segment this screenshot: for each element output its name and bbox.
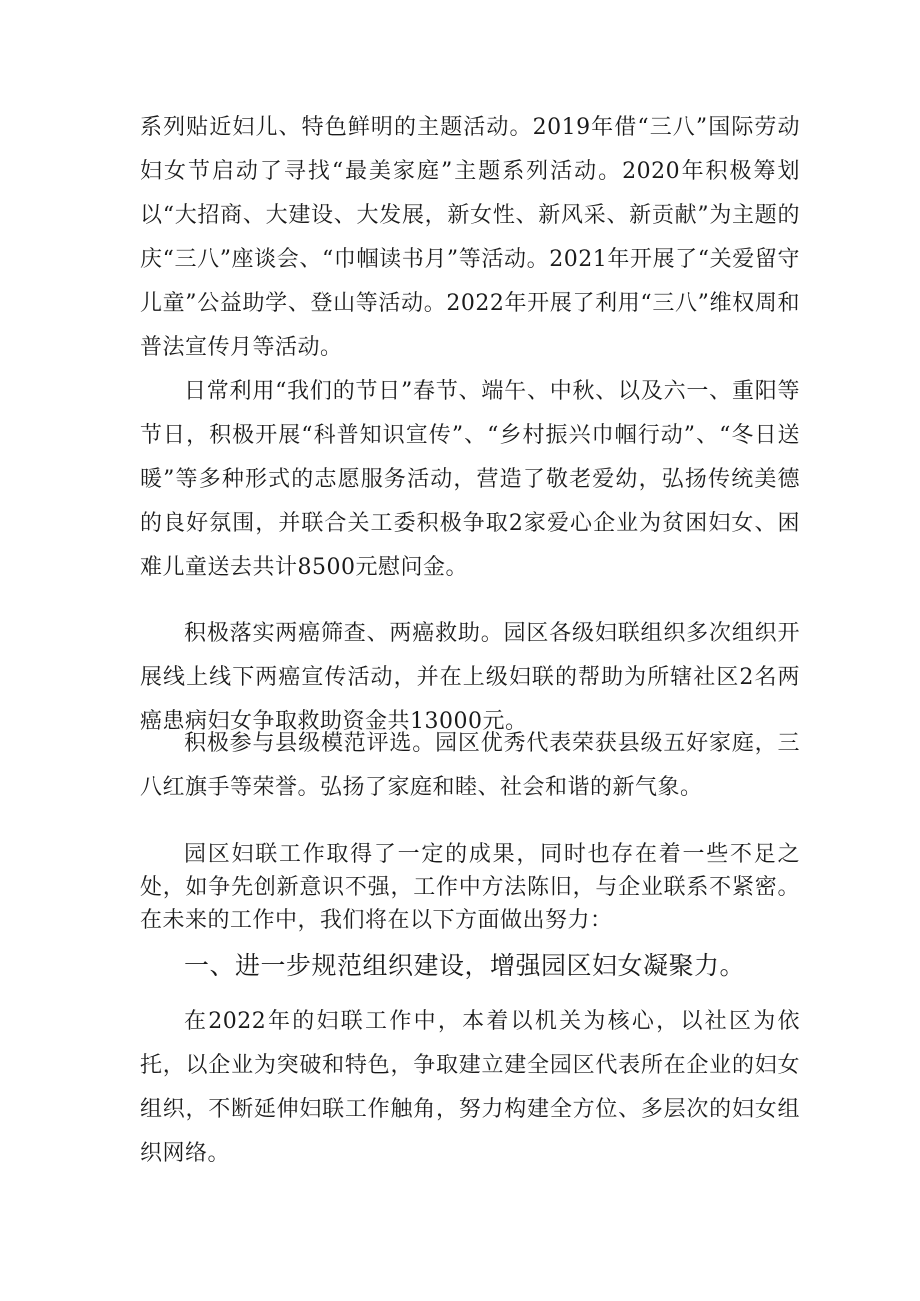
paragraph-festival-volunteering: 日常利用“我们的节日”春节、端午、中秋、以及六一、重阳等节日，积极开展“科普知识宣传”、“乡村振兴巾帼行动”、“冬日送暖”等多种形式的志愿服务活动，营造了敬老爱幼，弘扬传统美德的良好氛围，并联合关工委积极争取2家爱心企业为贫困妇女、困难儿童送去共计8500元慰问金。	[140, 379, 800, 580]
paragraph-model-selection: 积极参与县级模范评选。园区优秀代表荣获县级五好家庭，三八红旗手等荣誉。弘扬了家庭和睦、社会和谐的新气象。	[140, 731, 800, 800]
paragraph-activities: 系列贴近妇儿、特色鲜明的主题活动。2019年借“三八”国际劳动妇女节启动了寻找“最美家庭”主题系列活动。2020年积极筹划以“大招商、大建设、大发展，新女性、新风采、新贡献”为主题的庆“三八”座谈会、“巾帼读书月”等活动。2021年开展了“关爱留守儿童”公益助学、登山等活动。2022年开展了利用“三八”维权周和普法宣传月等活动。	[140, 115, 800, 360]
paragraph-shortcomings: 园区妇联工作取得了一定的成果，同时也存在着一些不足之处，如争先创新意识不强，工作中方法陈旧，与企业联系不紧密。在未来的工作中，我们将在以下方面做出努力：	[140, 842, 800, 933]
section-heading-1: 一、进一步规范组织建设，增强园区妇女凝聚力。	[184, 951, 746, 980]
paragraph-cancer-screening: 积极落实两癌筛查、两癌救助。园区各级妇联组织多次组织开展线上线下两癌宣传活动，并在上级妇联的帮助为所辖社区2名两癌患病妇女争取救助资金共13000元。	[140, 621, 800, 734]
paragraph-organization-building: 在2022年的妇联工作中，本着以机关为核心，以社区为依托，以企业为突破和特色，争取建立建全园区代表所在企业的妇女组织，不断延伸妇联工作触角，努力构建全方位、多层次的妇女组织网络。	[140, 1009, 800, 1166]
